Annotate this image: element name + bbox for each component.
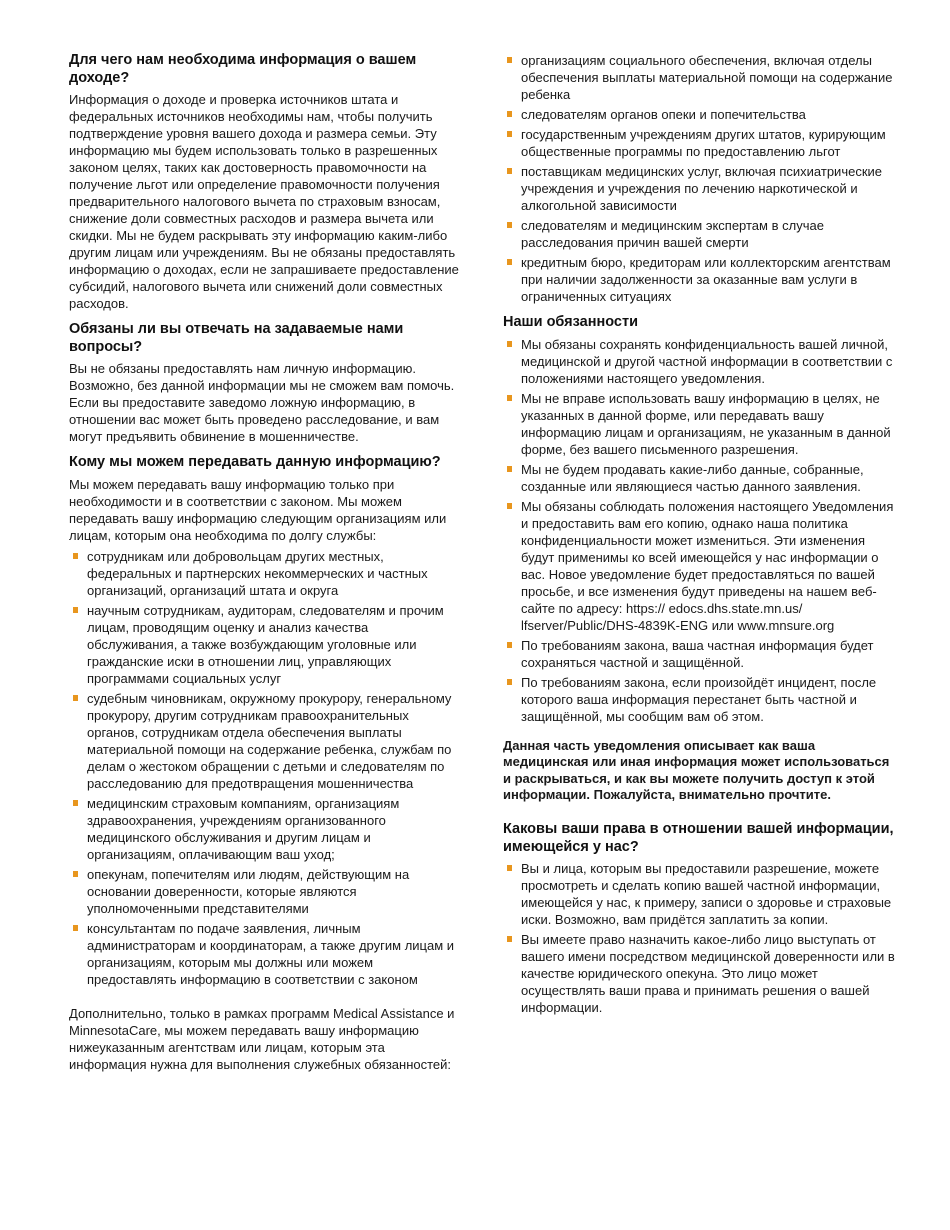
income-heading: Для чего нам необходима информация о вашем доходе?: [69, 52, 417, 86]
list-item: Вы имеете право назначить какое-либо лицо выступать от вашего имени посредством медицинской доверенности или в качестве юридического опекуна. Это лицо может осуществлять ваши права и принимать решения о вашей информации.: [503, 931, 895, 1016]
bullet-icon: [507, 395, 512, 401]
list-item: сотрудникам или добровольцам других местных, федеральных и партнерских некоммерческих и частных организаций, организаций штата и округа: [69, 548, 461, 599]
bullet-icon: [73, 553, 78, 559]
bullet-icon: [507, 466, 512, 472]
share-heading: Кому мы можем передавать данную информацию?: [69, 454, 441, 470]
answer-text: Вы не обязаны предоставлять нам личную информацию. Возможно, без данной информации мы не сможем вам помочь. Если вы предоставите заведомо ложную информацию, в отношении вас может быть проведено расследование, и вам могут предъявить обвинение в мошенничестве.: [69, 361, 455, 444]
list-item: Мы обязаны соблюдать положения настоящего Уведомления и предоставить вам его копию, однако наша политика конфиденциальности может измениться. Эти изменения будут применимы ко всей имеющейся у нас информации о вас. Новое уведомление будет предоставляться по вашей просьбе, и все изменения будут приведены на нашем веб-сайте по адресу: https:// edocs.dhs.state.mn.us/ lfserver/Public/DHS-4839K-ENG или www.mnsure.org: [503, 498, 895, 634]
bullet-icon: [73, 800, 78, 806]
list-item: Вы и лица, которым вы предоставили разрешение, можете просмотреть и сделать копию вашей частной информации, имеющейся у нас, к примеру, записи о здоровье и страховые иски. Возможно, вам придётся заплатить за копии.: [503, 860, 895, 928]
list-item: поставщикам медицинских услуг, включая психиатрические учреждения и учреждения по лечению наркотической и алкогольной зависимости: [503, 163, 895, 214]
list-item: государственным учреждениям других штатов, курирующим общественные программы по предоставлению льгот: [503, 126, 895, 160]
bullet-icon: [73, 925, 78, 931]
bullet-icon: [507, 259, 512, 265]
list-item: консультантам по подаче заявления, личным администраторам и координаторам, а также другим лицам и организациям, которым мы должны или можем предоставлять информацию в соответствии с законом: [69, 920, 461, 988]
bullet-icon: [507, 865, 512, 871]
bullet-icon: [507, 111, 512, 117]
bullet-icon: [507, 642, 512, 648]
duties-heading: Наши обязанности: [503, 314, 638, 330]
bullet-icon: [507, 222, 512, 228]
right-column: [503, 52, 895, 1019]
bullet-icon: [73, 695, 78, 701]
bullet-icon: [507, 131, 512, 137]
rights-list: [503, 860, 895, 1016]
bullet-icon: [73, 607, 78, 613]
list-item: кредитным бюро, кредиторам или коллекторским агентствам при наличии задолженности за оказанные вам услуги в ограниченных ситуациях: [503, 254, 895, 305]
bullet-icon: [507, 341, 512, 347]
list-item: следователям органов опеки и попечительства: [503, 106, 895, 123]
duties-list: [503, 336, 895, 725]
list-item: медицинским страховым компаниям, организациям здравоохранения, учреждениям организованного медицинского обслуживания и другим лицам и организациям, оплачивающим ваш уход;: [69, 795, 461, 863]
answer-heading: Обязаны ли вы отвечать на задаваемые нами вопросы?: [69, 321, 404, 355]
list-item: По требованиям закона, ваша частная информация будет сохраняться частной и защищённой.: [503, 637, 895, 671]
additional-text: Дополнительно, только в рамках программ Medical Assistance и MinnesotaCare, мы можем передавать вашу информацию нижеуказанным агентствам или лицам, которым эта информация нужна для выполнения служебных обязанностей:: [69, 1005, 455, 1072]
list-item: Мы не вправе использовать вашу информацию в целях, не указанных в данной форме, или передавать вашу информацию лицам и организациям, не указанным в данной форме, без вашего письменного разрешения.: [503, 390, 895, 458]
bullet-icon: [507, 936, 512, 942]
rights-heading: Каковы ваши права в отношении вашей информации, имеющейся у нас?: [503, 820, 894, 855]
bullet-icon: [507, 679, 512, 685]
bullet-icon: [507, 503, 512, 509]
agency-list: [503, 52, 895, 305]
notice-text: Данная часть уведомления описывает как ваша медицинская или иная информация может использоваться и раскрываться, и как вы можете получить доступ к этой информации. Пожалуйста, внимательно прочтите.: [503, 737, 890, 802]
left-column: [69, 52, 461, 1073]
list-item: следователям и медицинским экспертам в случае расследования причин вашей смерти: [503, 217, 895, 251]
list-item: Мы обязаны сохранять конфиденциальность вашей личной, медицинской и другой частной информации в соответствии с положениями настоящего уведомления.: [503, 336, 895, 387]
bullet-icon: [507, 57, 512, 63]
bullet-icon: [507, 168, 512, 174]
list-item: Мы не будем продавать какие-либо данные, собранные, созданные или являющиеся частью данного заявления.: [503, 461, 895, 495]
share-list: [69, 548, 461, 988]
list-item: организациям социального обеспечения, включая отделы обеспечения выплаты материальной помощи на содержание ребенка: [503, 52, 895, 103]
income-text: Информация о доходе и проверка источников штата и федеральных источников необходимы нам, чтобы получить подтверждение уровня вашего дохода и размера семьи. Эту информацию мы будем использовать только в разрешенных законом целях, таких как достоверность правомочности на получение льгот или определение правомочности получения предварительного налогового вычета по страховым взносам, снижение доли совместных расходов и размера вычета или скидки. Мы не будем раскрывать эту информацию каким-либо другим лицам или учреждениям. Вы не обязаны предоставлять информацию о доходах, если не запрашиваете предоставление субсидий, налогового вычета или снижений доли совместных расходов.: [69, 92, 459, 311]
list-item: опекунам, попечителям или людям, действующим на основании доверенности, которые являются уполномоченными представителями: [69, 866, 461, 917]
list-item: По требованиям закона, если произойдёт инцидент, после которого ваша информация перестанет быть частной и защищённой, мы сообщим вам об этом.: [503, 674, 895, 725]
list-item: научным сотрудникам, аудиторам, следователям и прочим лицам, проводящим оценку и анализ качества обслуживания, а также возбуждающим уголовные или гражданские иски в отношении лиц, управляющих программами социальных услуг: [69, 602, 461, 687]
list-item: судебным чиновникам, окружному прокурору, генеральному прокурору, другим сотрудникам правоохранительных органов, сотрудникам отдела обеспечения выплаты материальной помощи на содержание ребенка, службам по делам о жестоком обращении с детьми и следователям по расследованию для предотвращения мошенничества: [69, 690, 461, 792]
share-intro: Мы можем передавать вашу информацию только при необходимости и в соответствии с законом. Мы можем передавать вашу информацию следующим организациям или лицам, которым она необходима по долгу службы:: [69, 476, 447, 543]
bullet-icon: [73, 871, 78, 877]
